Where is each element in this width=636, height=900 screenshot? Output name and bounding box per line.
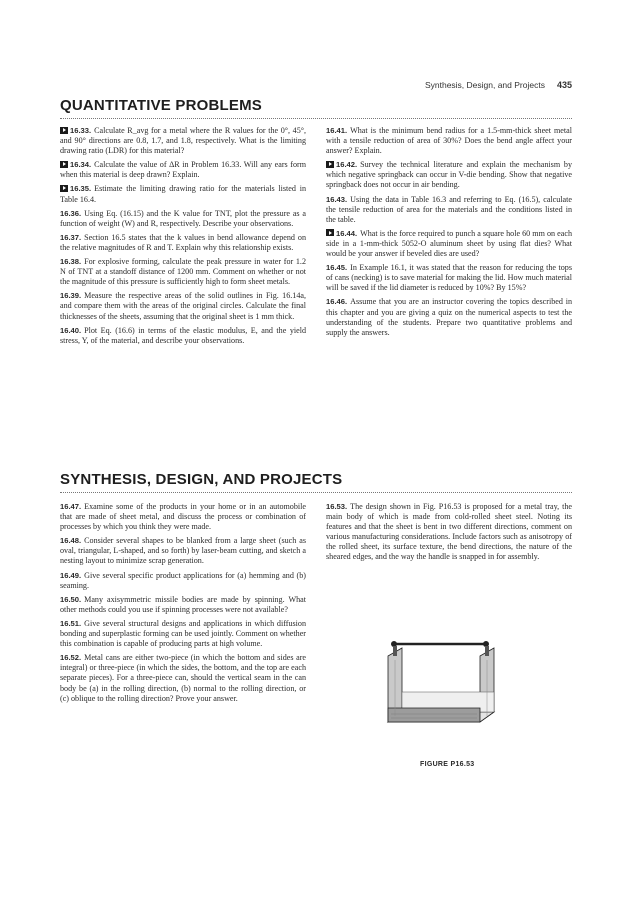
synthesis-left-column [60, 502, 306, 708]
problem-16-53 [326, 502, 572, 563]
problem-text: Give several specific product applications for (a) hemming and (b) seaming. [60, 570, 306, 590]
problem-16-44 [326, 229, 572, 259]
problem-text: Using the data in Table 16.3 and referring to Eq. (16.5), calculate the tensile reduction of area for the materials and the conditions listed in the table. [326, 194, 572, 224]
problem-text: Estimate the limiting drawing ratio for the materials listed in Table 16.4. [60, 184, 306, 204]
problem-number: 16.46. [326, 297, 348, 307]
problem-number: 16.36. [60, 208, 82, 218]
problem-text: The design shown in Fig. P16.53 is proposed for a metal tray, the main body of which is made from cold-rolled sheet steel. Noting its features and that the sheet is bent in two different directions, comment on various manufacturing considerations. Include factors such as anisotropy of the rolled sheet, its surface texture, the bend directions, the nature of the sheared edges, and the way the handle is snapped in for assembly. [326, 502, 572, 562]
problem-number: 16.44. [336, 228, 358, 238]
section-rule [60, 118, 572, 119]
problem-text: Calculate the value of ΔR in Problem 16.33. Will any ears form when this material is deep drawn? Explain. [60, 160, 306, 180]
problem-16-40 [60, 326, 306, 346]
problem-text: For explosive forming, calculate the peak pressure in water for 1.2 N of TNT at a standoff distance of 1200 mm. Comment on whether or not the magnitude of this pressure is sufficiently high to form sheet metals. [60, 257, 306, 287]
problem-number: 16.50. [60, 594, 82, 604]
tray-front-lip [388, 708, 480, 722]
section-rule [60, 492, 572, 493]
problem-16-37 [60, 233, 306, 253]
problem-16-43 [326, 195, 572, 225]
problem-number: 16.39. [60, 291, 82, 301]
problem-text: What is the minimum bend radius for a 1.5-mm-thick sheet metal with a tensile reduction of area of 30%? Does the bend angle affect your answer? Explain. [326, 126, 572, 156]
problem-text: Survey the technical literature and explain the mechanism by which negative springback can occur in V-die bending. Show that negative springback does not occur in air bending. [326, 160, 572, 190]
problem-16-49 [60, 571, 306, 591]
problem-16-34 [60, 160, 306, 180]
video-badge-icon [326, 229, 334, 236]
synthesis-title: SYNTHESIS, DESIGN, AND PROJECTS [60, 471, 343, 488]
problem-16-50 [60, 595, 306, 615]
problem-number: 16.47. [60, 502, 82, 511]
problem-text: Plot Eq. (16.6) in terms of the elastic modulus, E, and the yield stress, Y, of the material, and describe your observations. [60, 325, 306, 345]
problem-number: 16.42. [336, 160, 358, 170]
quantitative-left-column [60, 126, 306, 350]
problem-number: 16.38. [60, 257, 82, 267]
quantitative-title: QUANTITATIVE PROBLEMS [60, 97, 262, 114]
problem-text: Calculate R_avg for a metal where the R values for the 0°, 45°, and 90° directions are 0.8, 1.7, and 1.8, respectively. What is the limiting drawing ratio (LDR) for this material? [60, 126, 306, 156]
problem-16-38 [60, 257, 306, 287]
problem-text: Measure the respective areas of the solid outlines in Fig. 16.14a, and compare them with the areas of the original circles. Calculate the final thicknesses of the sheets, assuming that the original sheet is 1 mm thick. [60, 291, 306, 321]
running-head [60, 80, 572, 90]
problem-number: 16.48. [60, 536, 82, 546]
running-title: Synthesis, Design, and Projects [424, 80, 545, 90]
problem-number: 16.37. [60, 232, 82, 242]
figure-caption: FIGURE P16.53 [420, 761, 475, 768]
video-badge-icon [326, 161, 334, 168]
synthesis-right-column [326, 502, 572, 567]
problem-16-42 [326, 160, 572, 190]
problem-number: 16.41. [326, 126, 348, 135]
problem-16-47 [60, 502, 306, 532]
problem-text: Consider several shapes to be blanked from a large sheet (such as oval, triangular, L-shaped, and so forth) by laser-beam cutting, and sketch a nesting layout to minimize scrap generation. [60, 536, 306, 566]
problem-text: Metal cans are either two-piece (in which the bottom and sides are integral) or three-piece (in which the sides, the bottom, and the top are each separate pieces). For a three-piece can, should the vertical seam in the can body be (a) in the rolling direction, (b) normal to the rolling direction, or (c) oblique to the rolling direction? Prove your answer. [60, 653, 306, 703]
problem-16-52 [60, 653, 306, 703]
problem-text: Examine some of the products in your home or in an automobile that are made of sheet metal, and discuss the process or combination of processes by which you think they were made. [60, 502, 306, 532]
problem-number: 16.49. [60, 570, 82, 580]
page-number: 435 [556, 80, 572, 90]
metal-tray-figure [378, 622, 504, 737]
video-badge-icon [60, 161, 68, 168]
problem-number: 16.33. [70, 126, 92, 135]
problem-16-39 [60, 291, 306, 321]
problem-number: 16.51. [60, 618, 82, 628]
problem-text: Using Eq. (16.15) and the K value for TNT, plot the pressure as a function of weight (W) and R, respectively. Describe your observations. [60, 208, 306, 228]
problem-16-36 [60, 209, 306, 229]
problem-number: 16.45. [326, 263, 348, 273]
video-badge-icon [60, 185, 68, 192]
problem-text: Section 16.5 states that the k values in bend allowance depend on the relative magnitudes of R and T. Explain why this relationship exists. [60, 232, 306, 252]
problem-number: 16.40. [60, 325, 82, 335]
problem-text: Many axisymmetric missile bodies are made by spinning. What other methods could you use if spinning processes were not available? [60, 594, 306, 614]
problem-number: 16.35. [70, 184, 92, 194]
problem-text: In Example 16.1, it was stated that the reason for reducing the tops of cans (necking) is to save material for making the lid. How much material will be saved if the lid diameter is reduced by 10%? By 15%? [326, 263, 572, 293]
problem-16-35 [60, 184, 306, 204]
problem-16-45 [326, 263, 572, 293]
problem-number: 16.52. [60, 653, 82, 663]
problem-text: What is the force required to punch a square hole 60 mm on each side in a 1-mm-thick 5052-O aluminum sheet by using flat dies? What would be your answer if beveled dies are used? [326, 228, 572, 259]
quantitative-right-column [326, 126, 572, 342]
problem-number: 16.43. [326, 194, 348, 204]
problem-number: 16.53. [326, 502, 348, 511]
video-badge-icon [60, 127, 68, 134]
tray-handle-clip-right [485, 646, 489, 656]
problem-number: 16.34. [70, 160, 92, 170]
problem-16-33 [60, 126, 306, 156]
problem-text: Assume that you are an instructor covering the topics described in this chapter and you are giving a quiz on the numerical aspects to test the understanding of the students. Prepare two quantitative problems and supply the answers. [326, 297, 572, 337]
problem-16-46 [326, 297, 572, 337]
problem-text: Give several structural designs and applications in which diffusion bonding and superplastic forming can be used jointly. Comment on whether this combination is capable of producing parts at high volume. [60, 618, 306, 649]
problem-16-41 [326, 126, 572, 156]
problem-16-48 [60, 536, 306, 566]
tray-handle-clip-left [393, 646, 397, 656]
problem-16-51 [60, 619, 306, 649]
